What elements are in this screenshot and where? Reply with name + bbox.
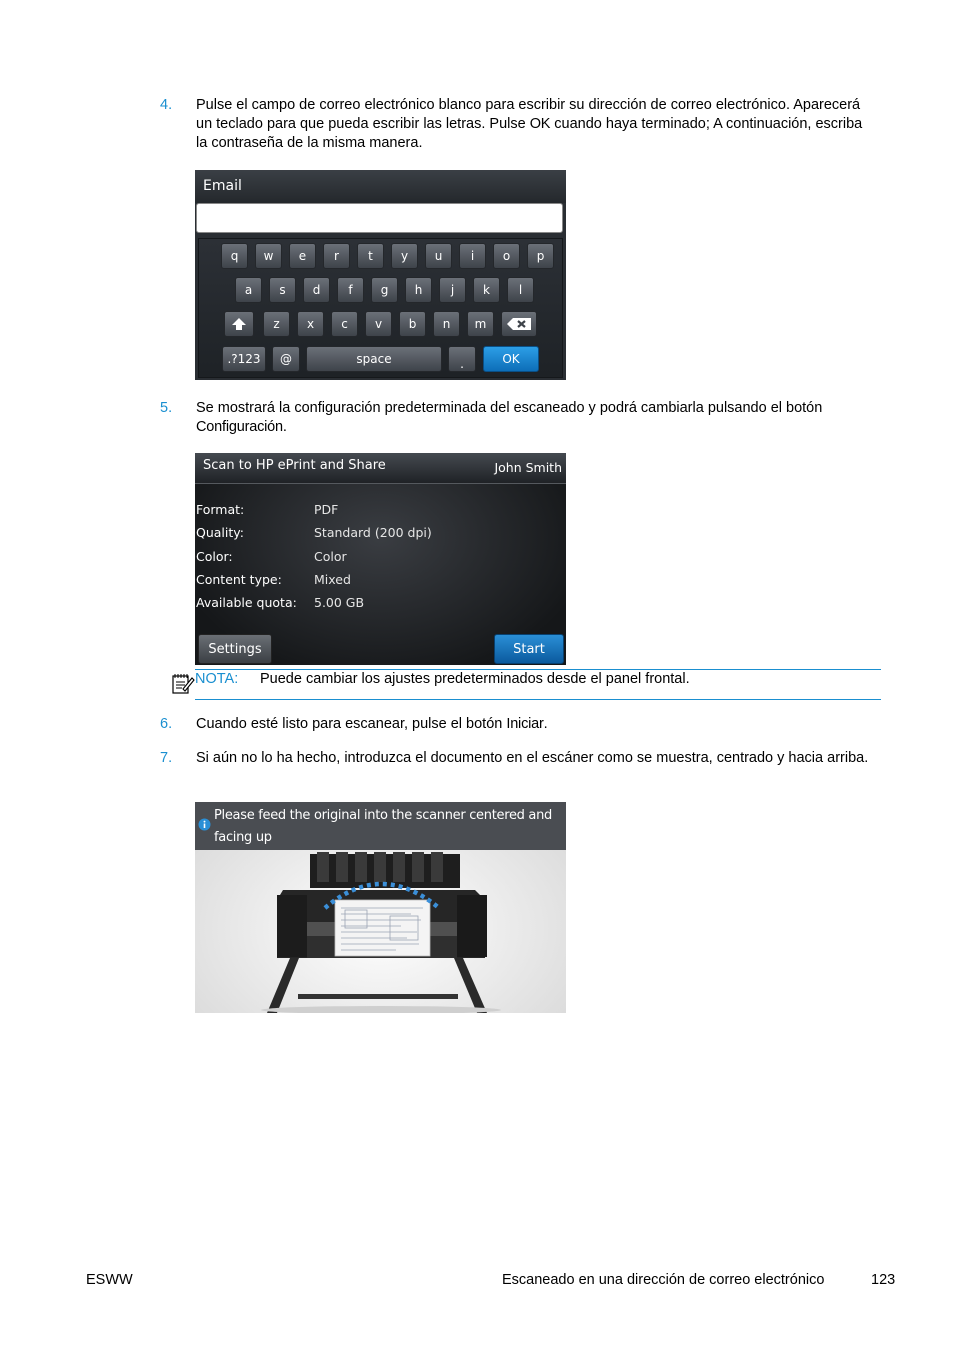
backspace-key[interactable]: [501, 311, 537, 337]
step-number: 4.: [160, 97, 173, 113]
scan-settings-screen: [195, 453, 566, 665]
key-x[interactable]: x: [297, 311, 324, 337]
message-bar: [195, 802, 566, 850]
footer-left: ESWW: [86, 1272, 133, 1288]
setting-label: Content type:: [196, 572, 282, 587]
screen-title: Scan to HP ePrint and Share: [203, 458, 386, 473]
step-keyword: Iniciar: [506, 716, 544, 732]
title-bar: [195, 170, 566, 203]
email-keyboard-screen: [195, 170, 566, 380]
key-j[interactable]: j: [439, 277, 466, 303]
key-l[interactable]: l: [507, 277, 534, 303]
setting-label: Available quota:: [196, 595, 297, 610]
key-b[interactable]: b: [399, 311, 426, 337]
step-text-after: cuando haya terminado; A continuación, escriba la contraseña de la misma manera.: [196, 116, 863, 151]
shift-icon: [231, 317, 247, 331]
title-bar: [195, 453, 566, 484]
key-i[interactable]: i: [459, 243, 486, 269]
step-text-before: Se mostrará la configuración predeterminada del escaneado y podrá cambiarla pulsando el botón: [196, 400, 823, 416]
email-input[interactable]: [196, 203, 563, 233]
footer-section-title: Escaneado en una dirección de correo electrónico: [502, 1272, 825, 1288]
numbers-key[interactable]: .?123: [222, 346, 266, 372]
setting-value: PDF: [314, 502, 339, 517]
setting-value: Standard (200 dpi): [314, 525, 432, 540]
setting-row-quality: [195, 525, 566, 545]
step-text-before: Pulse el campo de correo electrónico blanco para escribir su dirección de correo electrónico. Aparecerá un teclado para que pueda escribir las letras. Pulse: [196, 97, 861, 132]
key-q[interactable]: q: [221, 243, 248, 269]
info-icon: [198, 818, 211, 831]
on-screen-keyboard: [198, 238, 563, 378]
step-text: [196, 96, 876, 153]
step-text-after: .: [543, 716, 548, 732]
shift-key[interactable]: [224, 311, 254, 337]
setting-row-content-type: [195, 572, 566, 592]
dot-key[interactable]: .: [448, 346, 476, 372]
key-g[interactable]: g: [371, 277, 398, 303]
setting-label: Color:: [196, 549, 233, 564]
setting-value: Color: [314, 549, 347, 564]
key-z[interactable]: z: [263, 311, 290, 337]
key-m[interactable]: m: [467, 311, 494, 337]
start-button[interactable]: Start: [494, 634, 564, 664]
space-key[interactable]: space: [306, 346, 442, 372]
note-text: Puede cambiar los ajustes predeterminados desde el panel frontal.: [260, 671, 690, 687]
key-p[interactable]: p: [527, 243, 554, 269]
setting-value: 5.00 GB: [314, 595, 365, 610]
screen-title: Email: [203, 178, 242, 194]
key-u[interactable]: u: [425, 243, 452, 269]
step-text: [196, 749, 876, 768]
at-key[interactable]: @: [272, 346, 300, 372]
key-a[interactable]: a: [235, 277, 262, 303]
step-text: [196, 399, 876, 437]
note-label: NOTA:: [195, 671, 239, 687]
setting-label: Format:: [196, 502, 245, 517]
key-v[interactable]: v: [365, 311, 392, 337]
settings-button[interactable]: Settings: [198, 634, 272, 664]
note-rule-top: [195, 669, 881, 670]
key-e[interactable]: e: [289, 243, 316, 269]
step-text-before: Cuando esté listo para escanear, pulse el botón: [196, 716, 507, 732]
key-f[interactable]: f: [337, 277, 364, 303]
setting-row-format: [195, 502, 566, 522]
setting-label: Quality:: [196, 525, 244, 540]
setting-row-available-quota: [195, 595, 566, 615]
feed-message: Please feed the original into the scanner centered and facing up: [214, 808, 552, 845]
note-icon: [171, 671, 195, 695]
user-name: John Smith: [494, 460, 562, 475]
setting-value: Mixed: [314, 572, 351, 587]
ok-key[interactable]: OK: [483, 346, 539, 372]
key-t[interactable]: t: [357, 243, 384, 269]
scanner-illustration: [195, 850, 566, 1013]
note-rule-bottom: [195, 699, 881, 700]
key-d[interactable]: d: [303, 277, 330, 303]
step-number: 7.: [160, 750, 173, 766]
page-number: 123: [871, 1272, 896, 1288]
scanner-feed-screen: [195, 802, 566, 1013]
key-k[interactable]: k: [473, 277, 500, 303]
step-number: 5.: [160, 400, 173, 416]
key-h[interactable]: h: [405, 277, 432, 303]
key-w[interactable]: w: [255, 243, 282, 269]
step-keyword: OK: [529, 116, 551, 132]
step-number: 6.: [160, 716, 173, 732]
step-text-before: Si aún no lo ha hecho, introduzca el documento en el escáner como se muestra, centrado y hacia arriba.: [196, 750, 869, 766]
key-y[interactable]: y: [391, 243, 418, 269]
key-o[interactable]: o: [493, 243, 520, 269]
backspace-icon: [506, 317, 532, 331]
key-s[interactable]: s: [269, 277, 296, 303]
key-c[interactable]: c: [331, 311, 358, 337]
key-n[interactable]: n: [433, 311, 460, 337]
step-text-after: .: [282, 419, 287, 435]
step-keyword: Configuración: [196, 419, 283, 435]
key-r[interactable]: r: [323, 243, 350, 269]
setting-row-color: [195, 549, 566, 569]
step-text: [196, 715, 876, 734]
